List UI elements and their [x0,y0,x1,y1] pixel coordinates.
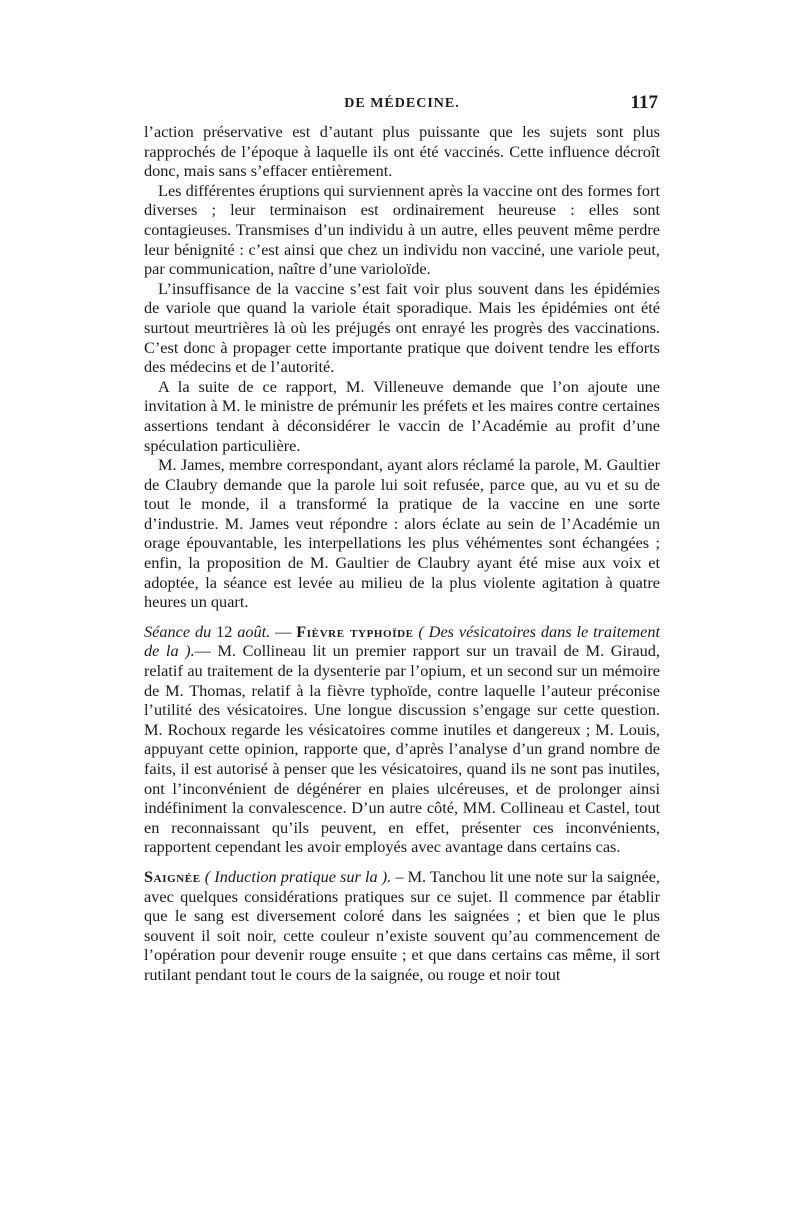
paragraph: Les différentes éruptions qui surviennent après la vaccine ont des formes fort diverses ; leur terminaison est ordinairement heureuse : elles sont contagieuses. Transmises d’un individu à un autre, elles peuvent même perdre leur bénignité : c’est ainsi que chez un individu non vacciné, une variole peut, par communication, naître d’une varioloïde. [144,180,660,279]
seance-label: Séance du [144,621,212,641]
running-header [144,92,660,122]
section-heading: Saignée [144,866,201,886]
paragraph: A la suite de ce rapport, M. Villeneuve demande que l’on ajoute une invitation à M. le ministre de prémunir les préfets et les maires contre certaines assertions tendant à déconsidérer le vaccin de l’Académie au profit d’une spéculation particulière. [144,376,660,455]
body-text [144,122,660,985]
section-fievre-typhoide [144,622,660,857]
seance-dash: — [270,621,297,641]
paragraph: l’action préservative est d’autant plus puissante que les sujets sont plus rapprochés de l’époque à laquelle ils ont été vaccinés. Cette influence décroît donc, mais sans s’effacer entièrement. [144,122,660,181]
running-title: DE MÉDECINE. [344,96,460,111]
seance-month: août. [237,621,271,641]
seance-day: 12 [216,621,233,641]
section-heading: Fièvre typhoïde [296,621,414,641]
section-subtitle: ( Induction pratique sur la ). [200,866,392,886]
section-text: — M. Collineau lit un premier rapport sur un travail de M. Giraud, relatif au traitement de la dysenterie par l’opium, et un second sur un mémoire de M. Thomas, relatif à la fièvre typhoïde, contre laquelle l’auteur préconise l’utilité des vésicatoires. Une longue discussion s’engage sur cette question. M. Rochoux regarde les vésicatoires comme inutiles et dangereux ; M. Louis, appuyant cette opinion, rapporte que, d’après l’analyse d’un grand nombre de faits, il est autorisé à penser que les vésicatoires, quand ils ne sont pas inutiles, ont l’inconvénient de dégénérer en plaies ulcéreuses, et de prolonger ainsi indéfiniment la convalescence. D’un autre côté, MM. Collineau et Castel, tout en reconnaissant qu’ils peuvent, en effet, présenter ces inconvénients, rapportent cependant les avoir employés avec avantage dans certains cas. [144,641,660,857]
paragraph: M. James, membre correspondant, ayant alors réclamé la parole, M. Gaultier de Claubry demande que la parole lui soit refusée, parce que, au vu et su de tout le monde, il a transformé la pratique de la vaccine en une sorte d’industrie. M. James veut répondre : alors éclate au sein de l’Académie un orage épouvantable, les interpellations les plus véhémentes sont échangées ; enfin, la proposition de M. Gaultier de Claubry ayant été mise aux voix et adoptée, la séance est levée au milieu de la plus violente agitation à quatre heures un quart. [144,455,660,612]
section-subtitle: ( Des vésicatoires dans le traitement de la ). [144,621,660,661]
paragraph: L’insuffisance de la vaccine s’est fait voir plus souvent dans les épidémies de variole que quand la variole était sporadique. Mais les épidémies ont été surtout meurtrières là où les préjugés ont enrayé les progrès des vaccinations. C’est donc à propager cette importante pratique que doivent tendre les efforts des médecins et de l’autorité. [144,278,660,377]
page-number: 117 [630,92,658,113]
book-page [144,92,660,985]
section-text: – M. Tanchou lit une note sur la saignée, avec quelques considérations pratiques sur ce sujet. Il commence par établir que le sang est diversement coloré dans les saignées ; et bien que le plus souvent il soit noir, cette couleur n’existe souvent qu’au commencement de l’opération pour devenir rouge ensuite ; et que dans certains cas même, il sort rutilant pendant tout le cours de la saignée, ou rouge et noir tout [144,866,661,984]
section-saignee [144,867,660,985]
